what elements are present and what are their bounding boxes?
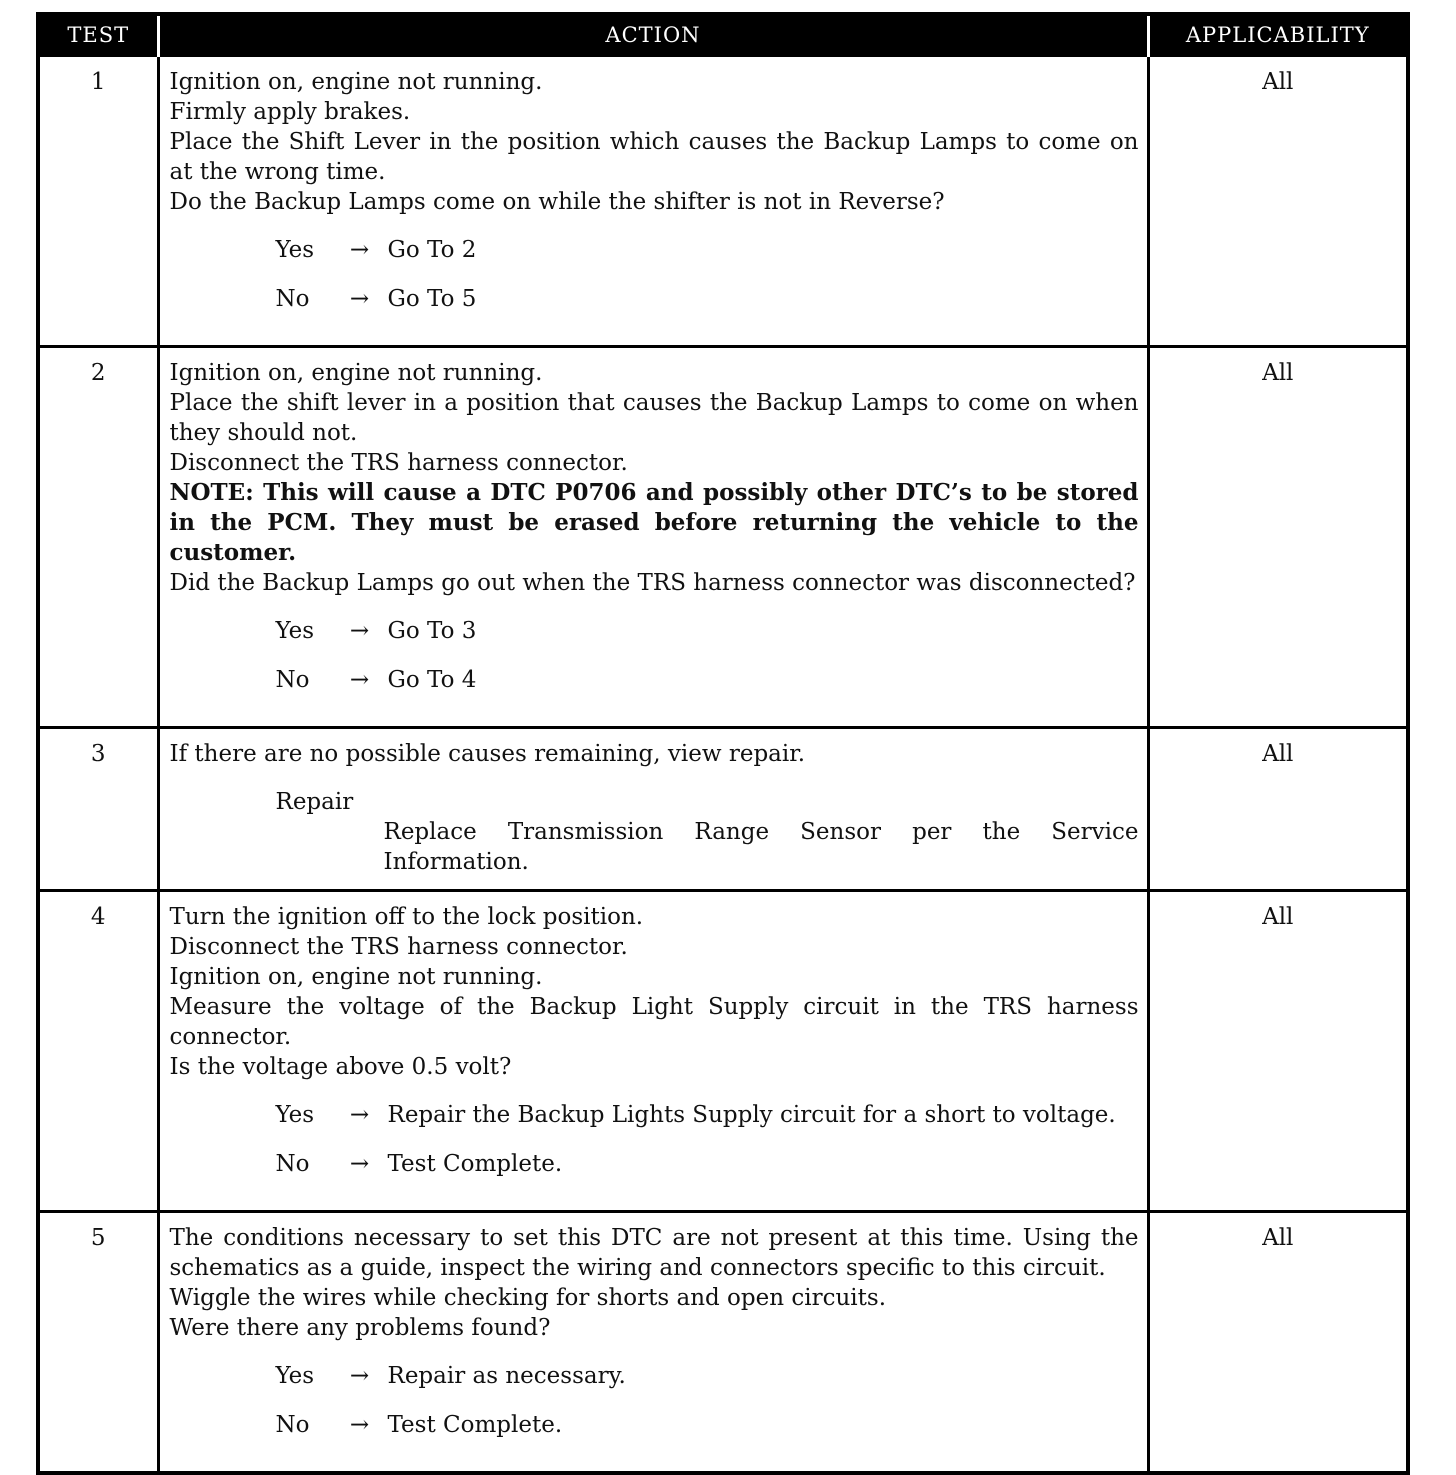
- action-line: Is the voltage above 0.5 volt?: [169, 1054, 512, 1080]
- branch-yes: [276, 235, 1139, 284]
- action-line: Firmly apply brakes.: [169, 99, 411, 125]
- arrow-right-icon: →: [349, 618, 370, 644]
- test-number: 3: [38, 728, 158, 891]
- branch-result: Test Complete.: [387, 1151, 563, 1177]
- action-line: Measure the voltage of the Backup Light Supply circuit in the TRS harness connector.: [169, 994, 1139, 1050]
- action-cell: [158, 1212, 1148, 1474]
- branch-no: [276, 284, 1139, 333]
- branch-result: Go To 5: [387, 286, 477, 312]
- action-cell: [158, 891, 1148, 1212]
- table-row: [38, 1212, 1408, 1474]
- arrow-right-icon: →: [349, 286, 370, 312]
- answer-label: Yes: [275, 1363, 315, 1389]
- answer-label: No: [275, 667, 310, 693]
- action-cell: [158, 56, 1148, 347]
- repair-text: Replace Transmission Range Sensor per the Service Information.: [383, 819, 1139, 875]
- branch-result: Go To 2: [387, 237, 477, 263]
- answer-label: No: [275, 1151, 310, 1177]
- table-row: [38, 347, 1408, 728]
- branch-no: [276, 665, 1139, 714]
- action-cell: [158, 347, 1148, 728]
- answer-label: Yes: [275, 1102, 315, 1128]
- branch-yes: [276, 1361, 1139, 1410]
- branch-result: Test Complete.: [387, 1412, 563, 1438]
- action-line: The conditions necessary to set this DTC are not present at this time. Using the schematics as a guide, inspect the wiring and connectors specific to this circuit.: [169, 1225, 1139, 1281]
- test-number: 1: [38, 56, 158, 347]
- test-number: 2: [38, 347, 158, 728]
- table-row: [38, 728, 1408, 891]
- applicability-cell: All: [1148, 1212, 1408, 1474]
- branch-result: Repair as necessary.: [387, 1363, 626, 1389]
- applicability-cell: All: [1148, 891, 1408, 1212]
- branch-list: [170, 235, 1139, 333]
- arrow-right-icon: →: [349, 237, 370, 263]
- arrow-right-icon: →: [349, 1412, 370, 1438]
- applicability-cell: All: [1148, 347, 1408, 728]
- answer-label: Yes: [275, 618, 315, 644]
- action-line: Disconnect the TRS harness connector.: [169, 450, 628, 476]
- table-row: [38, 891, 1408, 1212]
- applicability-cell: All: [1148, 56, 1408, 347]
- branch-list: [170, 616, 1139, 714]
- repair-label: Repair: [275, 789, 354, 815]
- branch-result: Go To 4: [387, 667, 477, 693]
- action-line: Ignition on, engine not running.: [169, 69, 543, 95]
- answer-label: No: [275, 1412, 310, 1438]
- arrow-right-icon: →: [349, 1363, 370, 1389]
- branch-no: [276, 1410, 1139, 1459]
- arrow-right-icon: →: [349, 1151, 370, 1177]
- arrow-right-icon: →: [349, 1102, 370, 1128]
- test-number: 5: [38, 1212, 158, 1474]
- branch-result: Repair the Backup Lights Supply circuit for a short to voltage.: [387, 1102, 1116, 1128]
- action-line: Place the shift lever in a position that causes the Backup Lamps to come on when they should not.: [169, 390, 1139, 446]
- branch-list: [170, 1361, 1139, 1459]
- branch-list: [170, 1100, 1139, 1198]
- table-row: [38, 56, 1408, 347]
- action-line: Were there any problems found?: [169, 1315, 551, 1341]
- repair-block: [170, 787, 1139, 877]
- note-text: NOTE: This will cause a DTC P0706 and possibly other DTC’s to be stored in the PCM. They must be erased before returning the vehicle to the customer.: [169, 479, 1139, 566]
- header-applicability: APPLICABILITY: [1148, 14, 1408, 56]
- answer-label: Yes: [275, 237, 315, 263]
- action-cell: [158, 728, 1148, 891]
- answer-label: No: [275, 286, 310, 312]
- table-header-row: [38, 14, 1408, 56]
- action-line: If there are no possible causes remaining, view repair.: [169, 741, 806, 767]
- branch-no: [276, 1149, 1139, 1198]
- header-test: TEST: [38, 14, 158, 56]
- action-line: Ignition on, engine not running.: [169, 360, 543, 386]
- action-question: Did the Backup Lamps go out when the TRS harness connector was disconnected?: [169, 570, 1136, 596]
- action-line: Turn the ignition off to the lock position.: [169, 904, 644, 930]
- action-line: Ignition on, engine not running.: [169, 964, 543, 990]
- action-line: Wiggle the wires while checking for shorts and open circuits.: [169, 1285, 887, 1311]
- arrow-right-icon: →: [349, 667, 370, 693]
- header-action: ACTION: [158, 14, 1148, 56]
- branch-result: Go To 3: [387, 618, 477, 644]
- action-line: Do the Backup Lamps come on while the shifter is not in Reverse?: [169, 189, 945, 215]
- action-line: Place the Shift Lever in the position which causes the Backup Lamps to come on at the wrong time.: [169, 129, 1139, 185]
- diagnostic-test-table: [36, 12, 1410, 1475]
- branch-yes: [276, 1100, 1139, 1149]
- branch-yes: [276, 616, 1139, 665]
- test-number: 4: [38, 891, 158, 1212]
- applicability-cell: All: [1148, 728, 1408, 891]
- action-line: Disconnect the TRS harness connector.: [169, 934, 628, 960]
